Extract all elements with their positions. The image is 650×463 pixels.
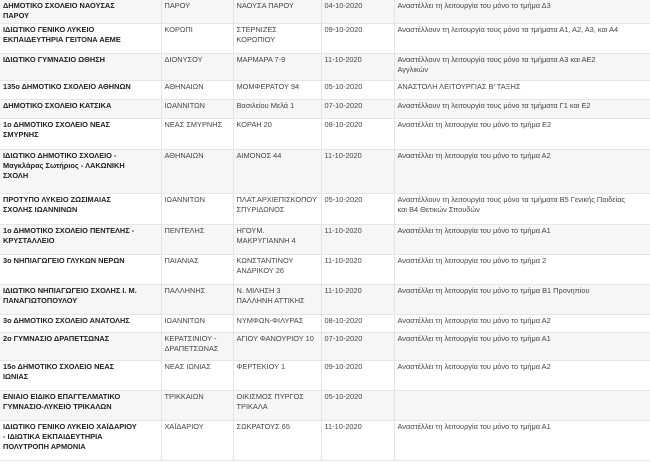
address-cell: ΟΙΚΙΣΜΟΣ ΠΥΡΓΟΣ ΤΡΙΚΑΛΑ	[233, 391, 321, 421]
municipality-cell: ΝΕΑΣ ΙΩΝΙΑΣ	[161, 361, 233, 391]
action-cell: Αναστέλλει τη λειτουργία του μόνο το τμήμα Β1 Προνηπίου	[394, 285, 650, 315]
table-row	[0, 194, 650, 225]
address-cell: ΜΑΡΜΑΡΑ 7-9	[233, 54, 321, 81]
municipality-cell: ΙΩΑΝΝΙΤΩΝ	[161, 100, 233, 119]
school-name-cell: ΙΔΙΩΤΙΚΟ ΓΕΝΙΚΟ ΛΥΚΕΙΟ ΕΚΠΑΙΔΕΥΤΗΡΙΑ ΓΕΙΤΟΝΑ ΑΕΜΕ	[0, 24, 161, 54]
date-cell: 11-10-2020	[321, 225, 394, 255]
school-name-cell: ΙΔΙΩΤΙΚΟ ΓΥΜΝΑΣΙΟ ΩΘΗΣΗ	[0, 54, 161, 81]
address-cell: ΚΩΝΣΤΑΝΤΙΝΟΥ ΑΝΔΡΙΚΟΥ 26	[233, 255, 321, 285]
date-cell: 09-10-2020	[321, 361, 394, 391]
action-cell: Αναστέλλει τη λειτουργία του μόνο το τμήμα Α1	[394, 421, 650, 461]
date-cell: 09-10-2020	[321, 24, 394, 54]
date-cell: 11-10-2020	[321, 285, 394, 315]
date-cell: 08-10-2020	[321, 119, 394, 150]
table-row	[0, 285, 650, 315]
address-cell: ΝΑΟΥΣΑ ΠΑΡΟΥ	[233, 0, 321, 24]
address-cell: ΚΟΡΑΗ 20	[233, 119, 321, 150]
action-cell: Αναστέλλει τη λειτουργία του μόνο το τμήμα 2	[394, 255, 650, 285]
table-row	[0, 225, 650, 255]
school-name-cell: ΙΔΙΩΤΙΚΟ ΝΗΠΙΑΓΩΓΕΙΟ ΣΧΟΛΗΣ Ι. Μ. ΠΑΝΑΓΙΩΤΟΠΟΥΛΟΥ	[0, 285, 161, 315]
table-row	[0, 100, 650, 119]
action-cell: Αναστέλλει τη λειτουργία του μόνο το τμήμα Α2	[394, 361, 650, 391]
table-row	[0, 391, 650, 421]
municipality-cell: ΙΩΑΝΝΙΤΩΝ	[161, 194, 233, 225]
municipality-cell: ΠΑΡΟΥ	[161, 0, 233, 24]
address-cell: ΝΥΜΦΩΝ-ΦΙΛΥΡΑΣ	[233, 315, 321, 333]
date-cell: 08-10-2020	[321, 315, 394, 333]
table-row	[0, 81, 650, 100]
action-cell: Αναστέλλουν τη λειτουργία τους μόνο τα τμήματα Α3 και ΑΕ2 Αγγλικών	[394, 54, 650, 81]
date-cell: 05-10-2020	[321, 81, 394, 100]
action-cell: Αναστέλλει τη λειτουργία του μόνο το τμήμα Δ3	[394, 0, 650, 24]
date-cell: 11-10-2020	[321, 255, 394, 285]
action-cell: Αναστέλλει τη λειτουργία του μόνο το τμήμα Α2	[394, 150, 650, 194]
municipality-cell: ΙΩΑΝΝΙΤΩΝ	[161, 315, 233, 333]
municipality-cell: ΔΙΟΝΥΣΟΥ	[161, 54, 233, 81]
school-name-cell: ΙΔΙΩΤΙΚΟ ΔΗΜΟΤΙΚΟ ΣΧΟΛΕΙΟ - Μαγκλάρας Σωτήριος - ΛΑΚΩΝΙΚΗ ΣΧΟΛΗ	[0, 150, 161, 194]
action-cell: Αναστέλλει τη λειτουργία του μόνο το τμήμα Α1	[394, 225, 650, 255]
municipality-cell: ΧΑΪΔΑΡΙΟΥ	[161, 421, 233, 461]
school-name-cell: 1ο ΔΗΜΟΤΙΚΟ ΣΧΟΛΕΙΟ ΝΕΑΣ ΣΜΥΡΝΗΣ	[0, 119, 161, 150]
municipality-cell: ΤΡΙΚΚΑΙΩΝ	[161, 391, 233, 421]
date-cell: 04-10-2020	[321, 0, 394, 24]
action-cell: Αναστέλλουν τη λειτουργία τους μόνο τα τμήματα Γ1 και Ε2	[394, 100, 650, 119]
table-row	[0, 255, 650, 285]
municipality-cell: ΝΕΑΣ ΣΜΥΡΝΗΣ	[161, 119, 233, 150]
action-cell: Αναστέλλει τη λειτουργία του μόνο το τμήμα Ε2	[394, 119, 650, 150]
municipality-cell: ΚΟΡΩΠΙ	[161, 24, 233, 54]
address-cell: Ν. ΜΙΛΗΣΗ 3 ΠΑΛΛΗΝΗ ΑΤΤΙΚΗΣ	[233, 285, 321, 315]
school-name-cell: 135ο ΔΗΜΟΤΙΚΟ ΣΧΟΛΕΙΟ ΑΘΗΝΩΝ	[0, 81, 161, 100]
school-name-cell: ΕΝΙΑΙΟ ΕΙΔΙΚΟ ΕΠΑΓΓΕΛΜΑΤΙΚΟ ΓΥΜΝΑΣΙΟ-ΛΥΚΕΙΟ ΤΡΙΚΑΛΩΝ	[0, 391, 161, 421]
table-row	[0, 24, 650, 54]
address-cell: ΠΛΑΤ.ΑΡΧΙΕΠΙΣΚΟΠΟΥ ΣΠΥΡΙΔΩΝΟΣ	[233, 194, 321, 225]
table-row	[0, 333, 650, 361]
address-cell: ΑΓΙΟΥ ΦΑΝΟΥΡΙΟΥ 10	[233, 333, 321, 361]
school-name-cell: ΙΔΙΩΤΙΚΟ ΓΕΝΙΚΟ ΛΥΚΕΙΟ ΧΑΪΔΑΡΙΟΥ - ΙΔΙΩΤΙΚΑ ΕΚΠΑΙΔΕΥΤΗΡΙΑ ΠΟΛΥΤΡΟΠΗ ΑΡΜΟΝΙΑ	[0, 421, 161, 461]
table-row	[0, 361, 650, 391]
municipality-cell: ΠΑΙΑΝΙΑΣ	[161, 255, 233, 285]
school-name-cell: ΔΗΜΟΤΙΚΟ ΣΧΟΛΕΙΟ ΝΑΟΥΣΑΣ ΠΑΡΟΥ	[0, 0, 161, 24]
municipality-cell: ΑΘΗΝΑΙΩΝ	[161, 81, 233, 100]
municipality-cell: ΚΕΡΑΤΣΙΝΙΟΥ - ΔΡΑΠΕΤΣΩΝΑΣ	[161, 333, 233, 361]
table-row	[0, 421, 650, 461]
action-cell: Αναστέλλει τη λειτουργία του μόνο το τμήμα Α2	[394, 315, 650, 333]
school-name-cell: 2ο ΓΥΜΝΑΣΙΟ ΔΡΑΠΕΤΣΩΝΑΣ	[0, 333, 161, 361]
address-cell: ΣΤΕΡΝΙΖΕΣ ΚΟΡΩΠΙΟΥ	[233, 24, 321, 54]
address-cell: ΦΕΡΤΕΚΙΟΥ 1	[233, 361, 321, 391]
action-cell: Αναστέλλουν τη λειτουργία τους μόνο τα τμήματα Α1, Α2, Α3, και Α4	[394, 24, 650, 54]
date-cell: 11-10-2020	[321, 421, 394, 461]
address-cell: Βασιλείου Μελά 1	[233, 100, 321, 119]
date-cell: 07-10-2020	[321, 100, 394, 119]
date-cell: 07-10-2020	[321, 333, 394, 361]
school-name-cell: 1ο ΔΗΜΟΤΙΚΟ ΣΧΟΛΕΙΟ ΠΕΝΤΕΛΗΣ - ΚΡΥΣΤΑΛΛΕΙΟ	[0, 225, 161, 255]
school-name-cell: 15ο ΔΗΜΟΤΙΚΟ ΣΧΟΛΕΙΟ ΝΕΑΣ ΙΩΝΙΑΣ	[0, 361, 161, 391]
address-cell: ΗΓΟΥΜ. ΜΑΚΡΥΓΙΑΝΝΗ 4	[233, 225, 321, 255]
school-name-cell: 3ο ΔΗΜΟΤΙΚΟ ΣΧΟΛΕΙΟ ΑΝΑΤΟΛΗΣ	[0, 315, 161, 333]
date-cell: 05-10-2020	[321, 391, 394, 421]
address-cell: ΣΩΚΡΑΤΟΥΣ 65	[233, 421, 321, 461]
school-name-cell: 3ο ΝΗΠΙΑΓΩΓΕΙΟ ΓΛΥΚΩΝ ΝΕΡΩΝ	[0, 255, 161, 285]
table-row	[0, 0, 650, 24]
table-row	[0, 150, 650, 194]
date-cell: 11-10-2020	[321, 54, 394, 81]
municipality-cell: ΠΑΛΛΗΝΗΣ	[161, 285, 233, 315]
action-cell: Αναστέλλουν τη λειτουργία τους μόνο τα τμήματα Β5 Γενικής Παιδείας και Β4 Θετικών Σπουδών	[394, 194, 650, 225]
date-cell: 05-10-2020	[321, 194, 394, 225]
action-cell: ΑΝΑΣΤΟΛΗ ΛΕΙΤΟΥΡΓΙΑΣ Β' ΤΑΞΗΣ	[394, 81, 650, 100]
school-name-cell: ΠΡΟΤΥΠΟ ΛΥΚΕΙΟ ΖΩΣΙΜΑΙΑΣ ΣΧΟΛΗΣ ΙΩΑΝΝΙΝΩΝ	[0, 194, 161, 225]
address-cell: ΜΟΜΦΕΡΑΤΟΥ 94	[233, 81, 321, 100]
municipality-cell: ΠΕΝΤΕΛΗΣ	[161, 225, 233, 255]
action-cell: Αναστέλλει τη λειτουργία του μόνο το τμήμα Α1	[394, 333, 650, 361]
date-cell: 11-10-2020	[321, 150, 394, 194]
action-cell	[394, 391, 650, 421]
table-row	[0, 119, 650, 150]
table-row	[0, 315, 650, 333]
table-row	[0, 54, 650, 81]
municipality-cell: ΑΘΗΝΑΙΩΝ	[161, 150, 233, 194]
school-name-cell: ΔΗΜΟΤΙΚΟ ΣΧΟΛΕΙΟ ΚΑΤΣΙΚΑ	[0, 100, 161, 119]
address-cell: ΑΙΜΟΝΟΣ 44	[233, 150, 321, 194]
